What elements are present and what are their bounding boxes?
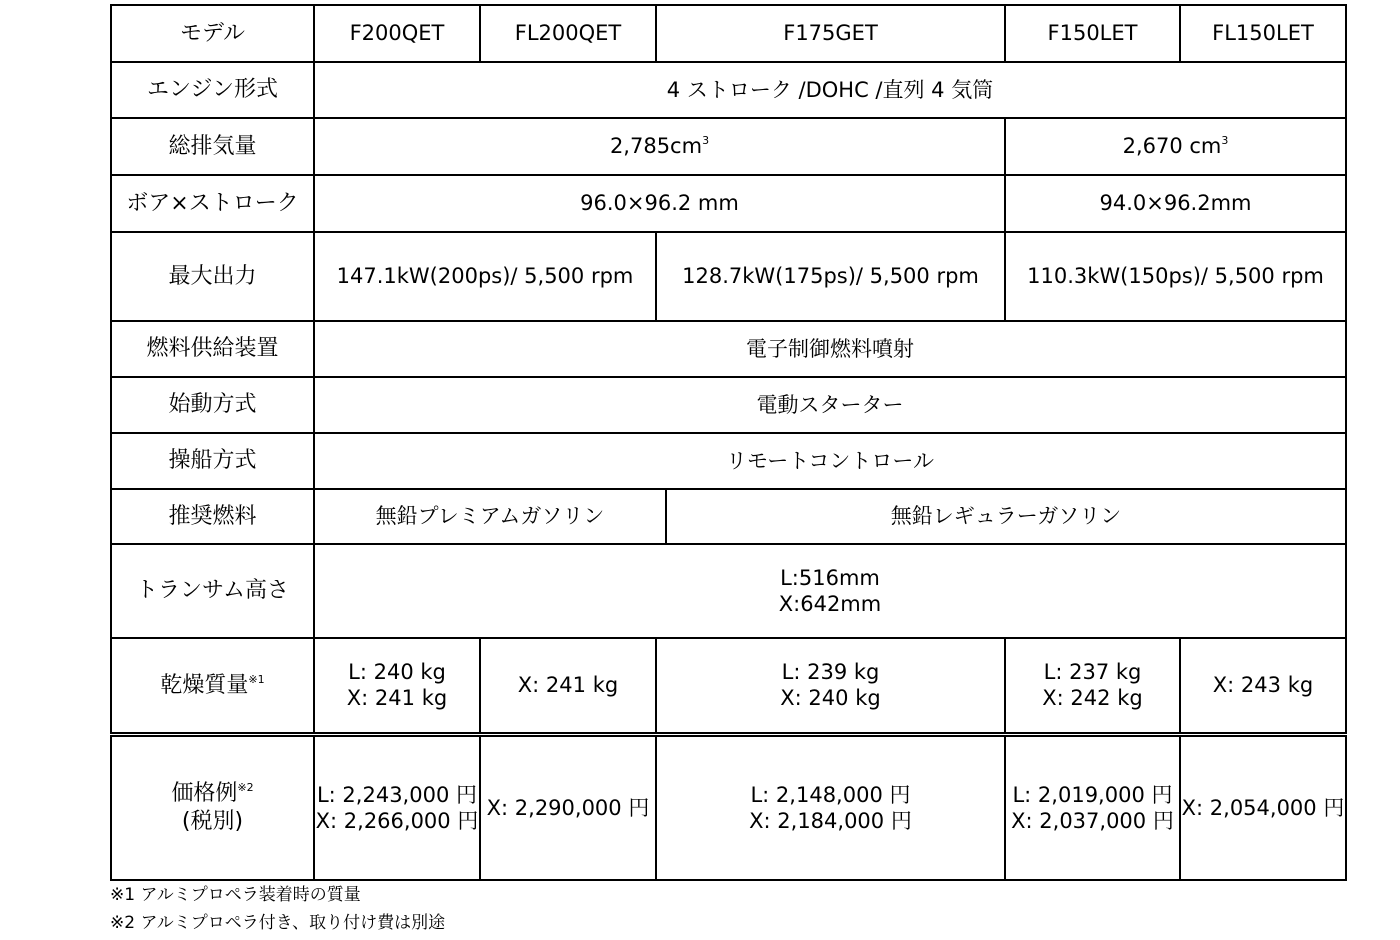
row-label: 推奨燃料	[111, 489, 314, 544]
superscript: 3	[1221, 134, 1229, 148]
transom-line-2: X:642mm	[778, 592, 882, 616]
model-header-fl200qet: FL200QET	[480, 5, 656, 62]
dry-weight-fl150let: X: 243 kg	[1180, 638, 1346, 734]
model-header-f150let: F150LET	[1005, 5, 1180, 62]
fuel-value-1: 無鉛プレミアムガソリン	[314, 489, 666, 544]
row-label: ボア×ストローク	[111, 175, 314, 232]
price-fl150let: X: 2,054,000 円	[1180, 734, 1346, 880]
row-label: 乾燥質量$^{※1}$	[111, 638, 314, 734]
spec-table	[110, 4, 1347, 881]
row-price	[111, 734, 1346, 880]
dry-weight-f200qet: L: 240 kg X: 241 kg	[314, 638, 480, 734]
footnote-1: ※1 アルミプロペラ装着時の質量	[110, 885, 361, 905]
transom-value	[314, 544, 1346, 638]
superscript: 3	[702, 134, 710, 148]
model-header-fl150let: FL150LET	[1180, 5, 1346, 62]
transom-line-1: L:516mm	[780, 565, 880, 590]
model-header-f175get: F175GET	[656, 5, 1005, 62]
dry-weight-f175get: L: 239 kg X: 240 kg	[656, 638, 1005, 734]
footnotes	[110, 881, 445, 937]
row-label: 始動方式	[111, 377, 314, 433]
row-max-output	[111, 232, 1346, 321]
row-label: 操船方式	[111, 433, 314, 489]
price-fl200qet: X: 2,290,000 円	[480, 734, 656, 880]
max-output-value-2: 128.7kW(175ps)/ 5,500 rpm	[656, 232, 1005, 321]
row-displacement	[111, 118, 1346, 175]
row-label: エンジン形式	[111, 62, 314, 118]
max-output-value-1: 147.1kW(200ps)/ 5,500 rpm	[314, 232, 656, 321]
displacement-value-2: 2,670 $cm^3$	[1005, 118, 1346, 175]
row-transom	[111, 544, 1346, 638]
fuel-system-value: 電子制御燃料噴射	[314, 321, 1346, 377]
row-fuel	[111, 489, 1346, 544]
footnote-marker: ※2	[237, 781, 254, 795]
price-f175get: L: 2,148,000 円 X: 2,184,000 円	[656, 734, 1005, 880]
header-label-cell: モデル	[111, 5, 314, 62]
displacement-value-1: $2,785cm^3$	[314, 118, 1005, 175]
dry-weight-f150let: L: 237 kg X: 242 kg	[1005, 638, 1180, 734]
bore-stroke-value-1: 96.0×96.2 mm	[314, 175, 1005, 232]
row-steering	[111, 433, 1346, 489]
header-row	[111, 5, 1346, 62]
row-label: トランサム高さ	[111, 544, 314, 638]
price-f200qet: L: 2,243,000 円 X: 2,266,000 円	[314, 734, 480, 880]
row-dry-weight	[111, 638, 1346, 734]
row-label: 価格例$^{※2}$ (税別)	[111, 734, 314, 880]
footnote-marker: ※1	[248, 672, 265, 686]
row-engine-type	[111, 62, 1346, 118]
row-bore-stroke	[111, 175, 1346, 232]
row-starting	[111, 377, 1346, 433]
row-label: 最大出力	[111, 232, 314, 321]
max-output-value-3: 110.3kW(150ps)/ 5,500 rpm	[1005, 232, 1346, 321]
steering-value: リモートコントロール	[314, 433, 1346, 489]
engine-type-value: 4 ストローク /DOHC /直列 4 気筒	[314, 62, 1346, 118]
dry-weight-fl200qet: X: 241 kg	[480, 638, 656, 734]
row-label: 燃料供給装置	[111, 321, 314, 377]
row-label: 総排気量	[111, 118, 314, 175]
fuel-value-2: 無鉛レギュラーガソリン	[666, 489, 1346, 544]
starting-value: 電動スターター	[314, 377, 1346, 433]
footnote-2: ※2 アルミプロペラ付き、取り付け費は別途	[110, 913, 446, 933]
bore-stroke-value-2: 94.0×96.2mm	[1005, 175, 1346, 232]
price-f150let: L: 2,019,000 円 X: 2,037,000 円	[1005, 734, 1180, 880]
model-header-f200qet: F200QET	[314, 5, 480, 62]
row-fuel-system	[111, 321, 1346, 377]
